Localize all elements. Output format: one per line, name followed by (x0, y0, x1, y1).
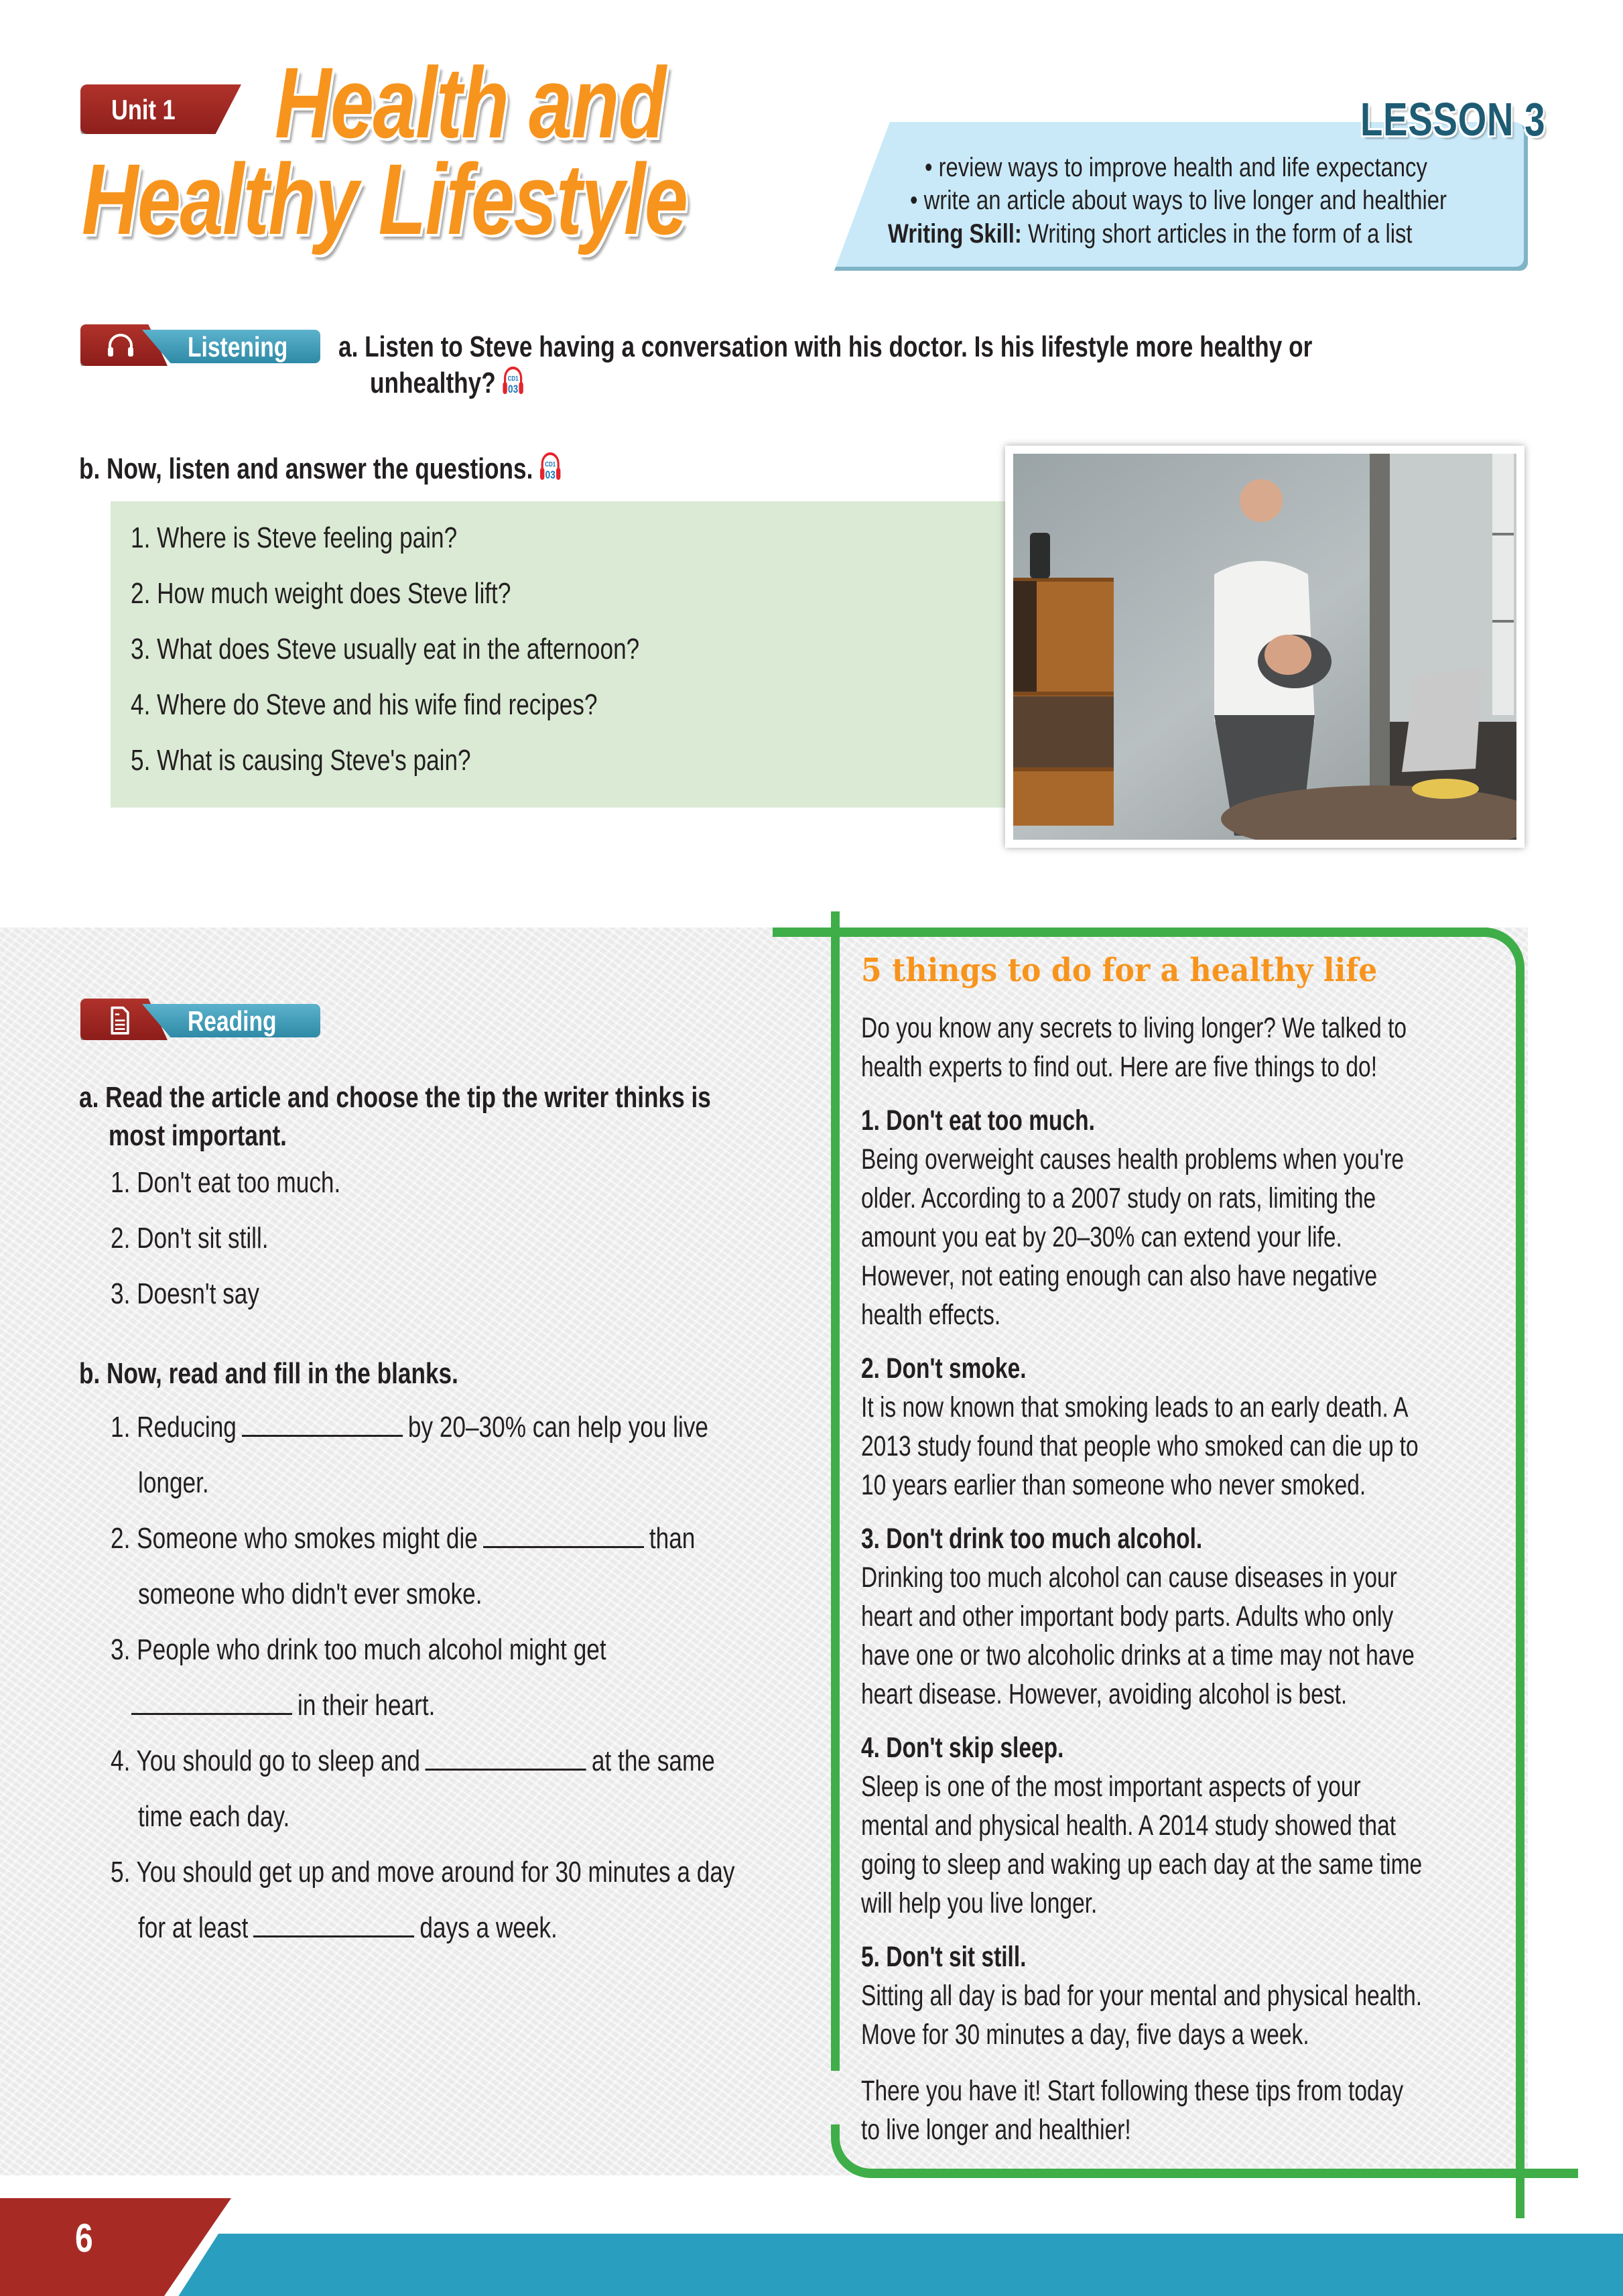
listening-badge (80, 324, 320, 366)
article-outro-line: to live longer and healthier! (861, 2114, 1131, 2146)
fill-blank-cont: time each day. (138, 1800, 290, 1833)
page-number: 6 (75, 2216, 93, 2260)
listening-question-a: a. Listen to Steve having a conversation with his doctor. Is his lifestyle more healthy or (338, 330, 1313, 363)
svg-text:CD1: CD1 (544, 460, 556, 468)
listening-question-item: 5. What is causing Steve's pain? (131, 744, 471, 777)
listening-label: Listening (188, 331, 288, 363)
article-tip-line: health effects. (861, 1299, 1001, 1331)
page-title-line-1: Health and (275, 46, 665, 159)
writing-skill-text: Writing short articles in the form of a list (1021, 219, 1413, 249)
article-tip-heading: 2. Don't smoke. (861, 1352, 1027, 1385)
blank-field[interactable] (131, 1689, 292, 1715)
article-tip-line: going to sleep and waking up each day at the same time (861, 1848, 1423, 1880)
writing-skill (888, 219, 1413, 249)
article-outro-line: There you have it! Start following these tips from today (861, 2075, 1404, 2107)
article-tip-line: Move for 30 minutes a day, five days a week. (861, 2019, 1309, 2051)
svg-text:03: 03 (545, 468, 556, 482)
blank-field[interactable] (483, 1522, 644, 1548)
article-frame-right (1516, 978, 1524, 2218)
article-tip-line: It is now known that smoking leads to an early death. A (861, 1391, 1409, 1423)
audio-track-icon[interactable] (502, 365, 523, 397)
lesson-label: LESSON 3 (1360, 93, 1546, 145)
svg-text:CD1: CD1 (507, 375, 519, 383)
fill-blank-cont: longer. (138, 1466, 209, 1499)
article-tip-line: Sleep is one of the most important aspects of your (861, 1771, 1361, 1803)
listening-question-a-cont (370, 365, 523, 402)
listening-question-a-end: unhealthy? (370, 367, 496, 399)
article-tip-line: 10 years earlier than someone who never smoked. (861, 1469, 1366, 1501)
article-tip-line: older. According to a 2007 study on rats, limiting the (861, 1182, 1376, 1214)
reading-question-a: a. Read the article and choose the tip the writer thinks is (79, 1081, 711, 1114)
article-tip-line: Sitting all day is bad for your mental and physical health. (861, 1980, 1423, 2012)
listening-question-b-text: b. Now, listen and answer the questions. (79, 452, 533, 485)
listening-question-item: 3. What does Steve usually eat in the afternoon? (131, 633, 640, 665)
article-tip-heading: 3. Don't drink too much alcohol. (861, 1523, 1203, 1555)
listening-question-item: 4. Where do Steve and his wife find recipes? (131, 688, 598, 721)
blank-field[interactable] (426, 1744, 586, 1771)
article-tip-line: Drinking too much alcohol can cause diseases in your (861, 1561, 1397, 1594)
unit-label: Unit 1 (111, 94, 176, 125)
reading-label: Reading (188, 1005, 277, 1037)
fill-blank-cont: in their heart. (131, 1689, 435, 1722)
fill-blank-item: 4. You should go to sleep and at the same (111, 1744, 715, 1777)
reading-question-b: b. Now, read and fill in the blanks. (79, 1357, 458, 1390)
article-tip-heading: 1. Don't eat too much. (861, 1104, 1095, 1137)
footer-band (0, 2234, 1623, 2296)
article-tip-heading: 5. Don't sit still. (861, 1941, 1027, 1973)
fill-blank-cont: for at least days a week. (138, 1911, 558, 1944)
reading-option[interactable]: 3. Doesn't say (111, 1277, 259, 1310)
article-title: 5 things to do for a healthy life (861, 952, 1378, 989)
article-tip-line: heart disease. However, avoiding alcohol is best. (861, 1678, 1348, 1710)
photo-frame (1005, 446, 1524, 848)
reading-question-a-cont: most important. (109, 1119, 287, 1152)
article-tip-line: heart and other important body parts. Adults who only (861, 1600, 1394, 1633)
unit-badge (80, 84, 241, 134)
fill-blank-item: 3. People who drink too much alcohol might get (111, 1633, 606, 1666)
article-frame-left (831, 911, 840, 2071)
article-tip-heading: 4. Don't skip sleep. (861, 1732, 1064, 1764)
article-tip-line: 2013 study found that people who smoked can die up to (861, 1430, 1419, 1462)
article-frame-top (773, 928, 1488, 937)
article-intro-line: Do you know any secrets to living longer? We talked to (861, 1012, 1407, 1044)
writing-skill-label: Writing Skill: (888, 219, 1022, 249)
lesson-objective: • write an article about ways to live longer and healthier (910, 186, 1447, 215)
photo-man-stretching (1013, 454, 1516, 840)
listening-question-b (79, 450, 561, 488)
fill-blank-item: 5. You should get up and move around for 30 minutes a day (111, 1856, 735, 1889)
article-intro-line: health experts to find out. Here are five things to do! (861, 1051, 1378, 1083)
blank-field[interactable] (253, 1911, 414, 1937)
document-icon (107, 1003, 134, 1035)
headphones-icon (106, 331, 135, 359)
listening-question-item: 2. How much weight does Steve lift? (131, 577, 511, 610)
reading-badge (80, 999, 320, 1040)
article-frame-bottom (881, 2169, 1578, 2178)
page-title-line-2: Healthy Lifestyle (82, 143, 688, 255)
svg-text:03: 03 (507, 383, 518, 396)
fill-blank-item: 1. Reducing by 20–30% can help you live (111, 1411, 708, 1444)
audio-track-icon[interactable] (539, 450, 561, 483)
lesson-objective: • review ways to improve health and life expectancy (925, 153, 1427, 182)
article-tip-line: mental and physical health. A 2014 study showed that (861, 1809, 1397, 1842)
listening-question-item: 1. Where is Steve feeling pain? (131, 521, 458, 554)
blank-field[interactable] (242, 1411, 403, 1437)
article-tip-line: However, not eating enough can also have negative (861, 1260, 1378, 1292)
fill-blank-cont: someone who didn't ever smoke. (138, 1578, 482, 1610)
article-tip-line: Being overweight causes health problems when you're (861, 1143, 1404, 1175)
article-tip-line: will help you live longer. (861, 1887, 1098, 1919)
reading-option[interactable]: 2. Don't sit still. (111, 1222, 269, 1255)
article-tip-line: have one or two alcoholic drinks at a time may not have (861, 1639, 1415, 1671)
fill-blank-item: 2. Someone who smokes might die than (111, 1522, 696, 1555)
article-tip-line: amount you eat by 20–30% can extend your life. (861, 1221, 1342, 1253)
reading-option[interactable]: 1. Don't eat too much. (111, 1166, 341, 1199)
